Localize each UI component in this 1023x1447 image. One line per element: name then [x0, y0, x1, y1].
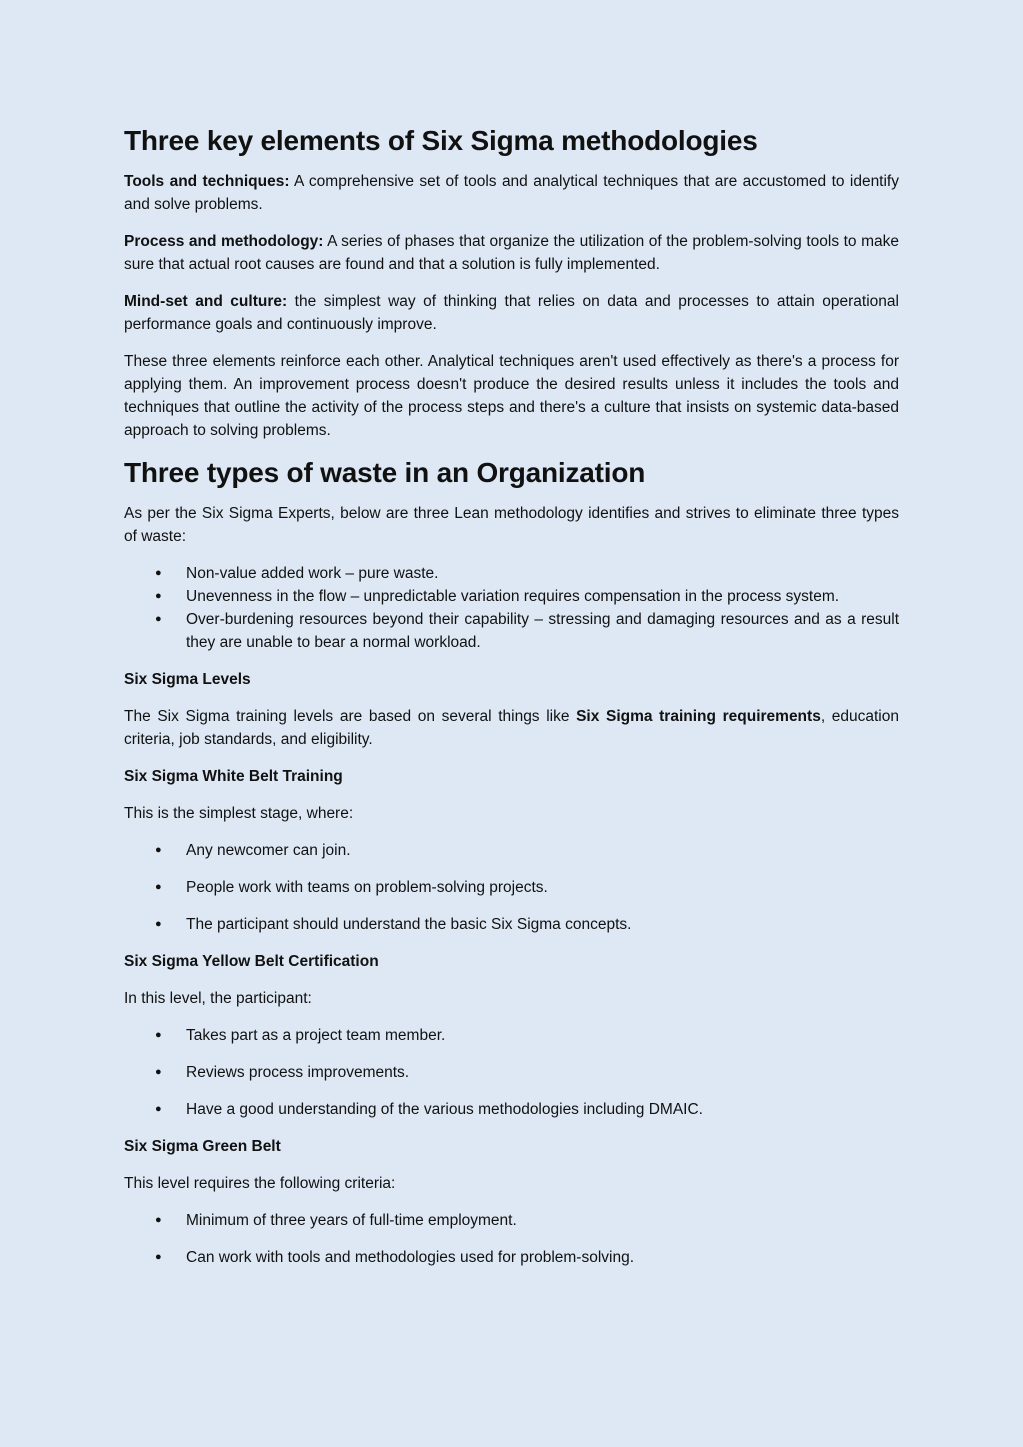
list-item: ● Have a good understanding of the various methodologies including DMAIC. — [124, 1098, 899, 1121]
text-mindset-culture: the simplest way of thinking that relies on data and processes to attain operational performance goals and continuously improve. — [124, 293, 899, 333]
heading-six-sigma-levels: Six Sigma Levels — [124, 671, 251, 688]
label-mindset-culture: Mind-set and culture: — [124, 293, 288, 310]
section-title-key-elements: Three key elements of Six Sigma methodologies — [124, 125, 758, 156]
list-item: ● People work with teams on problem-solving projects. — [124, 876, 899, 899]
list-item: ● Reviews process improvements. — [124, 1061, 899, 1084]
levels-text-bold: Six Sigma training requirements — [576, 708, 821, 725]
section-title-waste: Three types of waste in an Organization — [124, 457, 646, 488]
list-item: ● Can work with tools and methodologies used for problem-solving. — [124, 1246, 899, 1269]
list-item: ● Non-value added work – pure waste. — [124, 562, 899, 585]
paragraph-white-belt-intro: This is the simplest stage, where: — [124, 805, 354, 822]
paragraph-process-methodology — [124, 230, 899, 276]
paragraph-waste-intro: As per the Six Sigma Experts, below are three Lean methodology identifies and strives to eliminate three types of waste: — [124, 505, 899, 545]
paragraph-green-belt-intro: This level requires the following criteria: — [124, 1175, 396, 1192]
text-process-methodology: A series of phases that organize the utilization of the problem-solving tools to make sure that actual root causes are found and that a solution is fully implemented. — [124, 233, 899, 273]
paragraph-mindset-culture — [124, 290, 899, 336]
text-tools-techniques: A comprehensive set of tools and analytical techniques that are accustomed to identify and solve problems. — [124, 173, 899, 213]
levels-text-after: , education criteria, job standards, and eligibility. — [124, 708, 899, 748]
paragraph-tools-techniques — [124, 170, 899, 216]
paragraph-yellow-belt-intro: In this level, the participant: — [124, 990, 312, 1007]
list-item: ● Minimum of three years of full-time employment. — [124, 1209, 899, 1232]
heading-white-belt: Six Sigma White Belt Training — [124, 768, 343, 785]
paragraph-levels — [124, 705, 899, 751]
heading-green-belt: Six Sigma Green Belt — [124, 1138, 281, 1155]
green-belt-list — [124, 1209, 899, 1269]
heading-yellow-belt: Six Sigma Yellow Belt Certification — [124, 953, 379, 970]
list-item: ● Any newcomer can join. — [124, 839, 899, 862]
list-item: ● Takes part as a project team member. — [124, 1024, 899, 1047]
label-tools-techniques: Tools and techniques: — [124, 173, 290, 190]
waste-list — [124, 562, 899, 654]
yellow-belt-list — [124, 1024, 899, 1121]
list-item: ● The participant should understand the basic Six Sigma concepts. — [124, 913, 899, 936]
white-belt-list — [124, 839, 899, 936]
levels-text-before: The Six Sigma training levels are based on several things like — [124, 708, 577, 725]
list-item: ● Unevenness in the flow – unpredictable variation requires compensation in the process system. — [124, 585, 899, 608]
paragraph-reinforce: These three elements reinforce each other. Analytical techniques aren't used effectively as there's a process for applying them. An improvement process doesn't produce the desired results unless it includes the tools and techniques that outline the activity of the process steps and there's a culture that insists on systemic data-based approach to solving problems. — [124, 353, 899, 439]
label-process-methodology: Process and methodology: — [124, 233, 324, 250]
list-item: ● Over-burdening resources beyond their capability – stressing and damaging resources and as a result they are unable to bear a normal workload. — [124, 608, 899, 654]
